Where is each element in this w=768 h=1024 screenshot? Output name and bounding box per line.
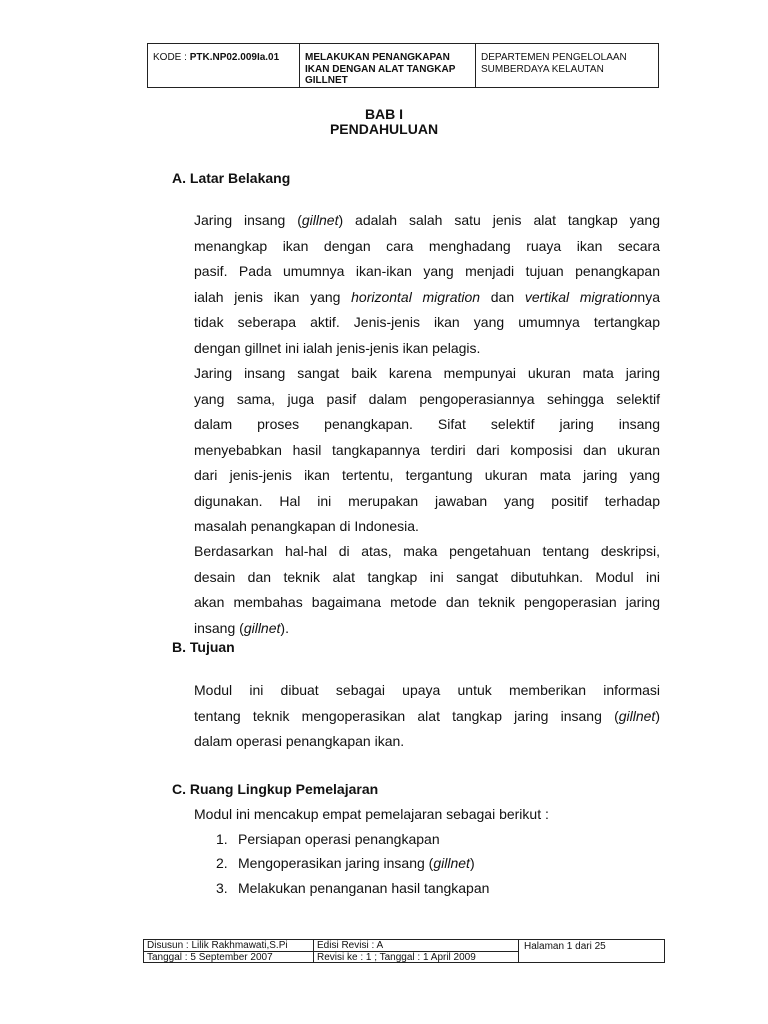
header-dept-cell (476, 44, 658, 87)
list-item: 3. Melakukan penanganan hasil tangkapan (216, 880, 490, 896)
text-line: yang sama, juga pasif dalam pengoperasiannya sehingga selektif (194, 390, 660, 407)
text-line: Modul ini dibuat sebagai upaya untuk memberikan informasi (194, 682, 660, 698)
text-line: dari jenis-jenis ikan tertentu, tergantung ukuran mata jaring yang (194, 467, 660, 483)
text-line: tentang teknik mengoperasikan alat tangkap jaring insang (gillnet) (194, 707, 660, 724)
header-title-line: GILLNET (305, 75, 348, 86)
footer-revision-cell (314, 940, 519, 962)
footer-edisi: Edisi Revisi : A (317, 940, 384, 951)
footer-halaman: Halaman 1 dari 25 (524, 941, 606, 952)
footer-disusun: Disusun : Lilik Rakhmawati,S.Pi (147, 940, 288, 951)
header-title-line: MELAKUKAN PENANGKAPAN (305, 52, 450, 63)
text-line: tidak seberapa aktif. Jenis-jenis ikan yang umumnya tertangkap (194, 314, 660, 330)
section-c-intro: Modul ini mencakup empat pemelajaran sebagai berikut : (194, 806, 549, 822)
text-line: Berdasarkan hal-hal di atas, maka pengetahuan tentang deskripsi, (194, 543, 660, 559)
text-line: ialah jenis ikan yang horizontal migration dan vertikal migrationnya (194, 288, 660, 305)
text-line: digunakan. Hal ini merupakan jawaban yang positif terhadap (194, 492, 660, 509)
chapter-number: BAB I (364, 106, 404, 122)
header-dept-line: SUMBERDAYA KELAUTAN (481, 63, 604, 75)
section-a-paragraph-3 (194, 543, 660, 645)
kode-value: PTK.NP02.009Ia.01 (189, 52, 280, 63)
text-line: akan membahas bagaimana metode dan teknik pengoperasian jaring (194, 594, 660, 610)
header-table (147, 43, 659, 88)
chapter-title: PENDAHULUAN (329, 121, 439, 137)
footer-author-cell (144, 940, 314, 962)
text-line: dalam proses penangkapan. Sifat selektif jaring insang (194, 416, 660, 432)
text-line: menyebabkan hasil tangkapannya terdiri dari komposisi dan ukuran (194, 441, 660, 458)
header-dept-line: DEPARTEMEN PENGELOLAAN (481, 52, 627, 63)
section-a-paragraph-2 (194, 365, 660, 544)
text-line: desain dan teknik alat tangkap ini sangat dibutuhkan. Modul ini (194, 568, 660, 585)
text-line: menangkap ikan dengan cara menghadang ruaya ikan secara (194, 237, 660, 254)
footer-page-cell (519, 940, 664, 962)
section-a-paragraph-1 (194, 212, 660, 365)
list-item: 1. Persiapan operasi penangkapan (216, 831, 440, 847)
kode-label: KODE : (153, 52, 190, 63)
footer-revisi: Revisi ke : 1 ; Tanggal : 1 April 2009 (314, 951, 518, 963)
section-a-heading: A. Latar Belakang (172, 170, 291, 186)
text-line: dengan gillnet ini ialah jenis-jenis ikan pelagis. (194, 339, 481, 356)
text-line: masalah penangkapan di Indonesia. (194, 518, 419, 534)
header-title-line: IKAN DENGAN ALAT TANGKAP (305, 63, 456, 75)
footer-table (143, 939, 665, 963)
text-line: insang (gillnet). (194, 619, 289, 636)
footer-tanggal: Tanggal : 5 September 2007 (144, 951, 313, 963)
list-item: 2. Mengoperasikan jaring insang (gillnet) (216, 855, 475, 871)
header-title-cell (300, 44, 476, 87)
text-line: Jaring insang sangat baik karena mempunyai ukuran mata jaring (194, 365, 660, 381)
header-kode-cell (148, 44, 300, 87)
text-line: dalam operasi penangkapan ikan. (194, 733, 405, 749)
text-line: pasif. Pada umumnya ikan-ikan yang menjadi tujuan penangkapan (194, 263, 660, 279)
section-c-heading: C. Ruang Lingkup Pemelajaran (172, 781, 379, 797)
text-line: Jaring insang (gillnet) adalah salah satu jenis alat tangkap yang (194, 212, 661, 228)
section-b-paragraph (194, 682, 660, 759)
section-b-heading: B. Tujuan (172, 639, 235, 655)
